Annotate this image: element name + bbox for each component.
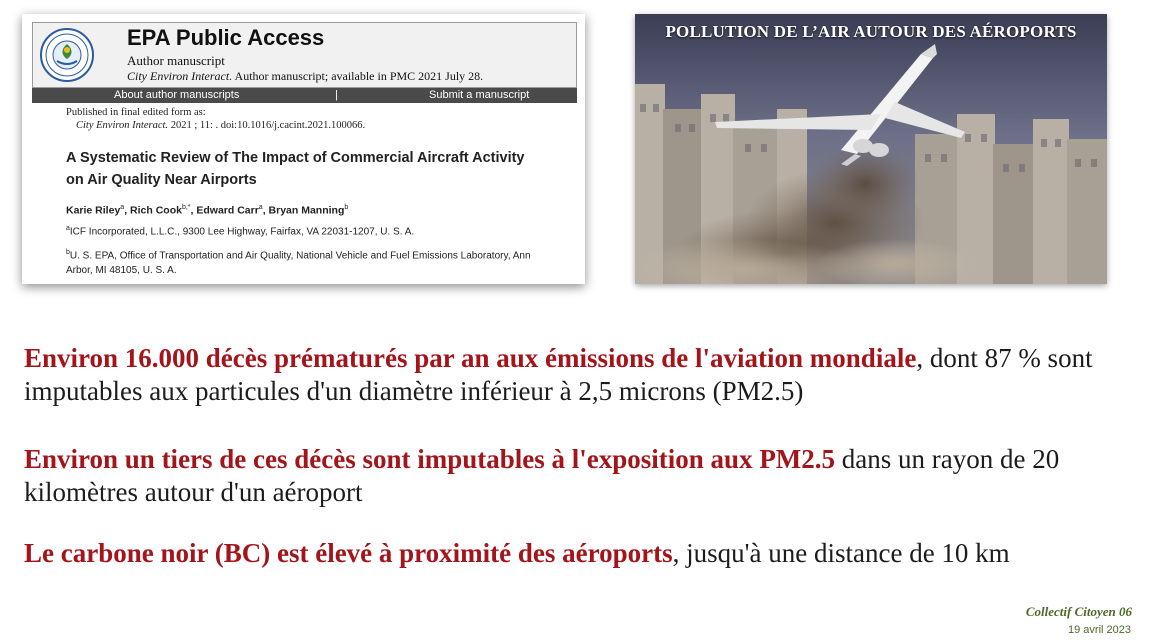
affiliation-a-mark: a — [66, 225, 70, 232]
article-title: A Systematic Review of The Impact of Commercial Aircraft Activity on Air Quality Near Airports — [66, 150, 525, 188]
affiliation-b — [66, 245, 536, 278]
author-affiliation-mark: a — [120, 204, 125, 211]
author-name: Edward Carr — [196, 204, 259, 217]
citation-journal: City Environ Interact. — [76, 120, 169, 131]
nav-separator: | — [335, 89, 338, 101]
affiliation-b-mark: b — [66, 249, 70, 256]
author-list: Karie Riley$^a$, Rich Cook$^{b,*}$, Edward Carr$^a$, Bryan Manning$^b$ — [66, 204, 349, 217]
photo-title: POLLUTION DE L’AIR AUTOUR DES AÉROPORTS — [665, 22, 1077, 41]
statement-black-carbon — [24, 537, 1134, 570]
affiliation-a — [66, 221, 414, 239]
footer-date: 19 avril 2023 — [1068, 624, 1131, 636]
author-name: Bryan Manning — [268, 204, 345, 217]
statement-text: , dont 87 % sont imputables aux particules d'un diamètre inférieur à 2,5 microns (PM2.5) — [24, 343, 1093, 406]
statement-highlight: Environ un tiers de ces décès sont imputables à l'exposition aux PM2.5 — [24, 444, 836, 474]
statement-third-of-deaths — [24, 443, 1134, 509]
author-name: Rich Cook — [130, 204, 182, 217]
footer-organization: Collectif Citoyen 06 — [1025, 604, 1132, 619]
availability-text: Author manuscript; available in PMC 2021 July 28. — [232, 69, 484, 83]
citation-details: 2021 ; 11: . doi:10.1016/j.cacint.2021.100066. — [168, 120, 366, 131]
statement-highlight: Le carbone noir (BC) est élevé à proximité des aéroports — [24, 538, 673, 568]
author-affiliation-mark: a — [258, 204, 263, 211]
author-name: Karie Riley — [66, 204, 121, 217]
paper-header-title: EPA Public Access — [127, 25, 325, 50]
photo-illustration — [635, 14, 1107, 284]
paper-nav-bar — [32, 88, 577, 103]
aircraft-pollution-photo — [635, 14, 1107, 284]
affiliation-b-text: U. S. EPA, Office of Transportation and Air Quality, National Vehicle and Fuel Emissions Laboratory, Ann Arbor, MI 48105, U. S. A. — [66, 250, 531, 277]
submit-manuscript-link[interactable]: Submit a manuscript — [429, 89, 530, 101]
paper-availability — [127, 69, 483, 84]
epa-paper-screenshot — [22, 14, 585, 284]
published-line: Published in final edited form as: — [66, 107, 206, 118]
statement-text: dans un rayon de 20 kilomètres autour d'un aéroport — [24, 444, 1060, 507]
affiliation-a-text: ICF Incorporated, L.L.C., 9300 Lee Highway, Fairfax, VA 22031-1207, U. S. A. — [69, 226, 415, 238]
author-affiliation-mark: b,* — [181, 204, 191, 211]
author-affiliation-mark: b — [344, 204, 349, 211]
statement-text: , jusqu'à une distance de 10 km — [672, 538, 1010, 568]
statement-premature-deaths — [24, 342, 1134, 408]
statement-highlight: Environ 16.000 décès prématurés par an aux émissions de l'aviation mondiale — [24, 343, 917, 373]
availability-journal: City Environ Interact. — [127, 69, 233, 83]
epa-seal-icon — [40, 28, 94, 82]
paper-header-subtitle: Author manuscript — [127, 53, 225, 68]
about-author-manuscripts-link[interactable]: About author manuscripts — [114, 89, 240, 101]
citation-line — [76, 120, 365, 132]
paper-header — [32, 22, 577, 88]
